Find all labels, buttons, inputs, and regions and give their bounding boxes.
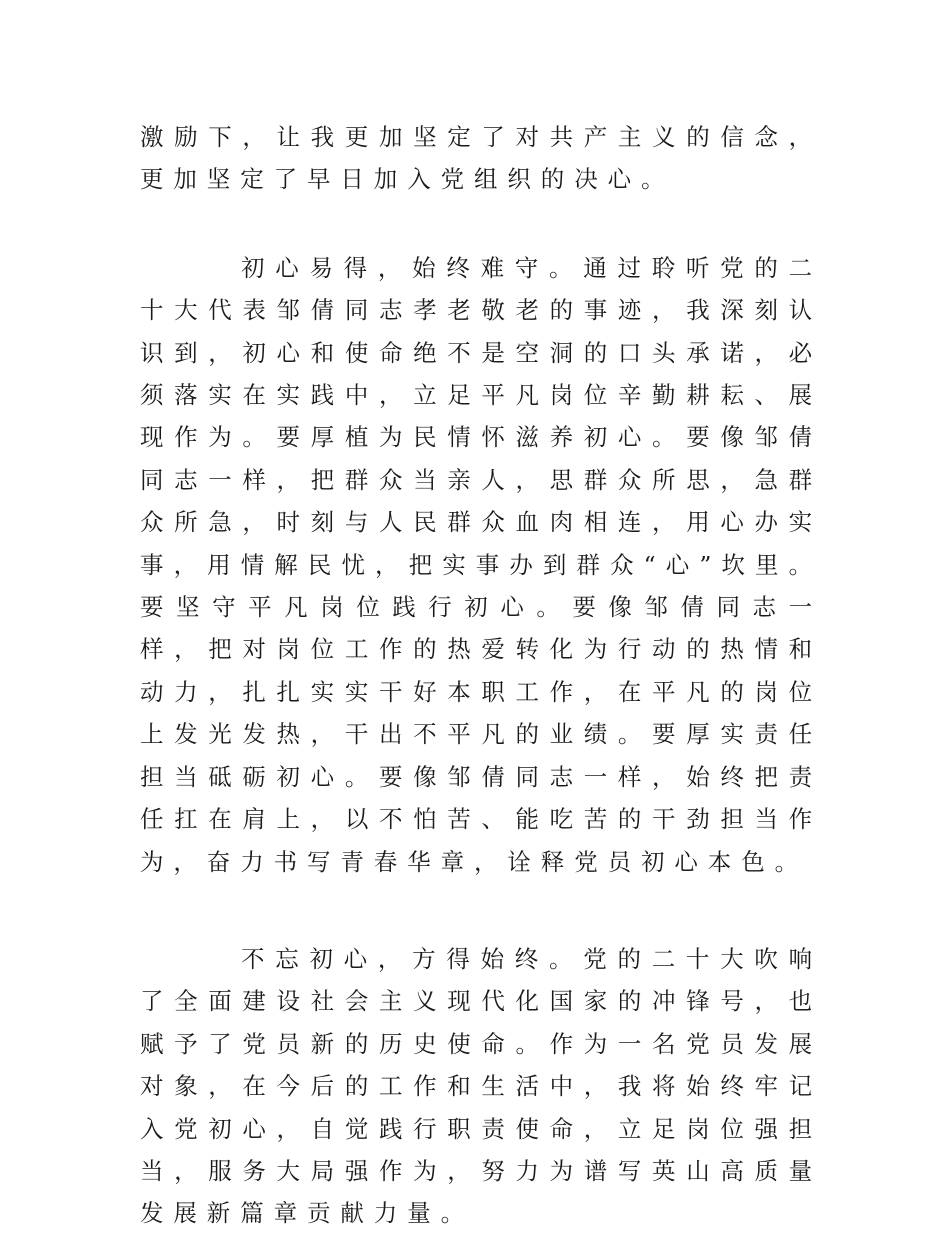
paragraph-continuation: 激励下，让我更加坚定了对共产主义的信念，更加坚定了早日加入党组织的决心。 [140, 123, 822, 194]
paragraph-never-forget: 不忘初心，方得始终。党的二十大吹响了全面建设社会主义现代化国家的冲锋号，也赋予了党员新的历史使命。作为一名党员发展对象，在今后的工作和生活中，我将始终牢记入党初心，自觉践行职责使命，立足岗位强担当，服务大局强作为，努力为谱写英山高质量发展新篇章贡献力量。 [140, 944, 822, 1228]
paragraph-initial-intent: 初心易得，始终难守。通过聆听党的二十大代表邹倩同志孝老敬老的事迹，我深刻认识到，初心和使命绝不是空洞的口头承诺，必须落实在实践中，立足平凡岗位辛勤耕耘、展现作为。要厚植为民情怀滋养初心。要像邹倩同志一样，把群众当亲人，思群众所思，急群众所急，时刻与人民群众血肉相连，用心办实事，用情解民忧，把实事办到群众“心”坎里。要坚守平凡岗位践行初心。要像邹倩同志一样，把对岗位工作的热爱转化为行动的热情和动力，扎扎实实干好本职工作，在平凡的岗位上发光发热，干出不平凡的业绩。要厚实责任担当砥砺初心。要像邹倩同志一样，始终把责任扛在肩上，以不怕苦、能吃苦的干劲担当作为，奋力书写青春华章，诠释党员初心本色。 [140, 253, 822, 876]
paragraph-spacer [140, 201, 812, 247]
paragraph-spacer [140, 883, 812, 938]
document-page [140, 116, 822, 1235]
